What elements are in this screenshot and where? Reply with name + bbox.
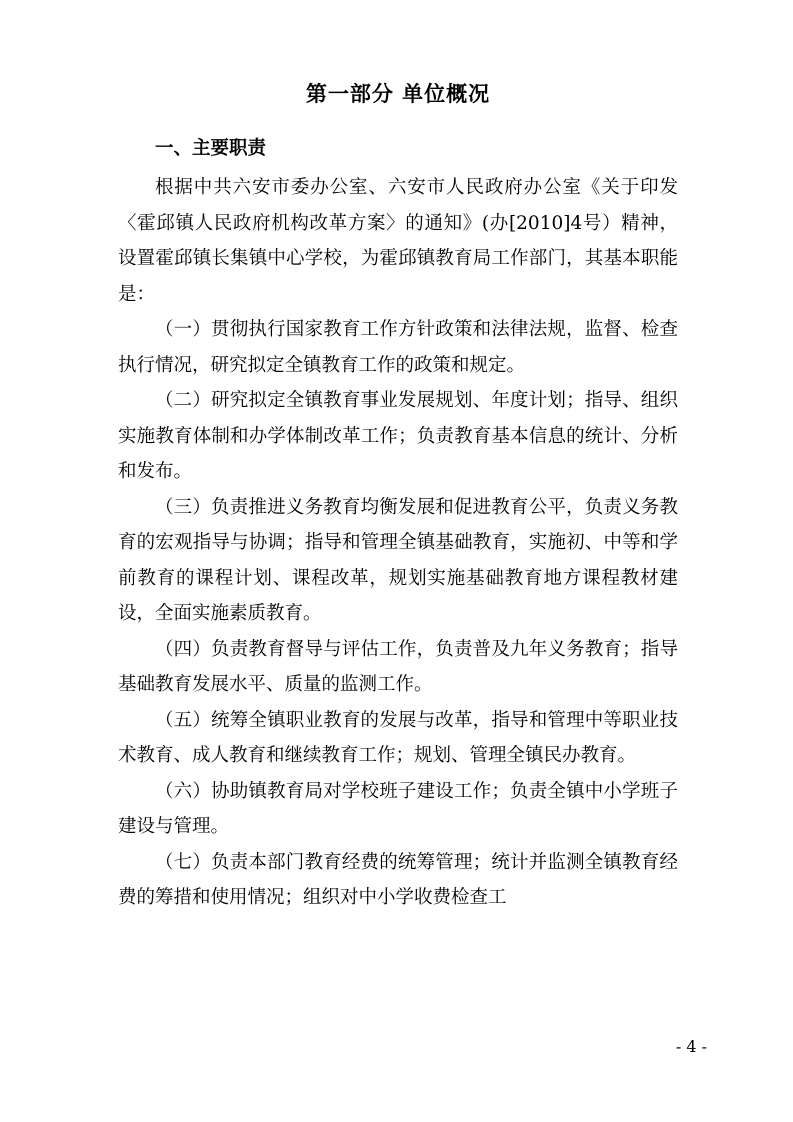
page-number: - 4 - — [675, 1037, 707, 1056]
paragraph: 根据中共六安市委办公室、六安市人民政府办公室《关于印发〈霍邱镇人民政府机构改革方案〉的通知》(办[2010]4号）精神，设置霍邱镇长集镇中心学校，为霍邱镇教育局工作部门，其基本职能是： — [118, 177, 678, 305]
paragraph: （五）统筹全镇职业教育的发展与改革，指导和管理中等职业技术教育、成人教育和继续教育工作；规划、管理全镇民办教育。 — [118, 709, 678, 766]
paragraph: （一）贯彻执行国家教育工作方针政策和法律法规，监督、检查执行情况，研究拟定全镇教育工作的政策和规定。 — [118, 319, 678, 376]
page-title: 第一部分 单位概况 — [305, 81, 491, 106]
paragraph: （二）研究拟定全镇教育事业发展规划、年度计划；指导、组织实施教育体制和办学体制改革工作；负责教育基本信息的统计、分析和发布。 — [118, 390, 678, 482]
paragraph: （七）负责本部门教育经费的统筹管理；统计并监测全镇教育经费的筹措和使用情况；组织对中小学收费检查工 — [118, 851, 678, 908]
paragraph: （三）负责推进义务教育均衡发展和促进教育公平，负责义务教育的宏观指导与协调；指导和管理全镇基础教育，实施初、中等和学前教育的课程计划、课程改革，规划实施基础教育地方课程教材建设，全面实施素质教育。 — [118, 496, 678, 624]
page-content — [118, 78, 678, 916]
section-heading: 一、主要职责 — [155, 138, 267, 159]
paragraph: （四）负责教育督导与评估工作，负责普及九年义务教育；指导基础教育发展水平、质量的监测工作。 — [118, 638, 678, 695]
paragraph: （六）协助镇教育局对学校班子建设工作；负责全镇中小学班子建设与管理。 — [118, 780, 678, 837]
